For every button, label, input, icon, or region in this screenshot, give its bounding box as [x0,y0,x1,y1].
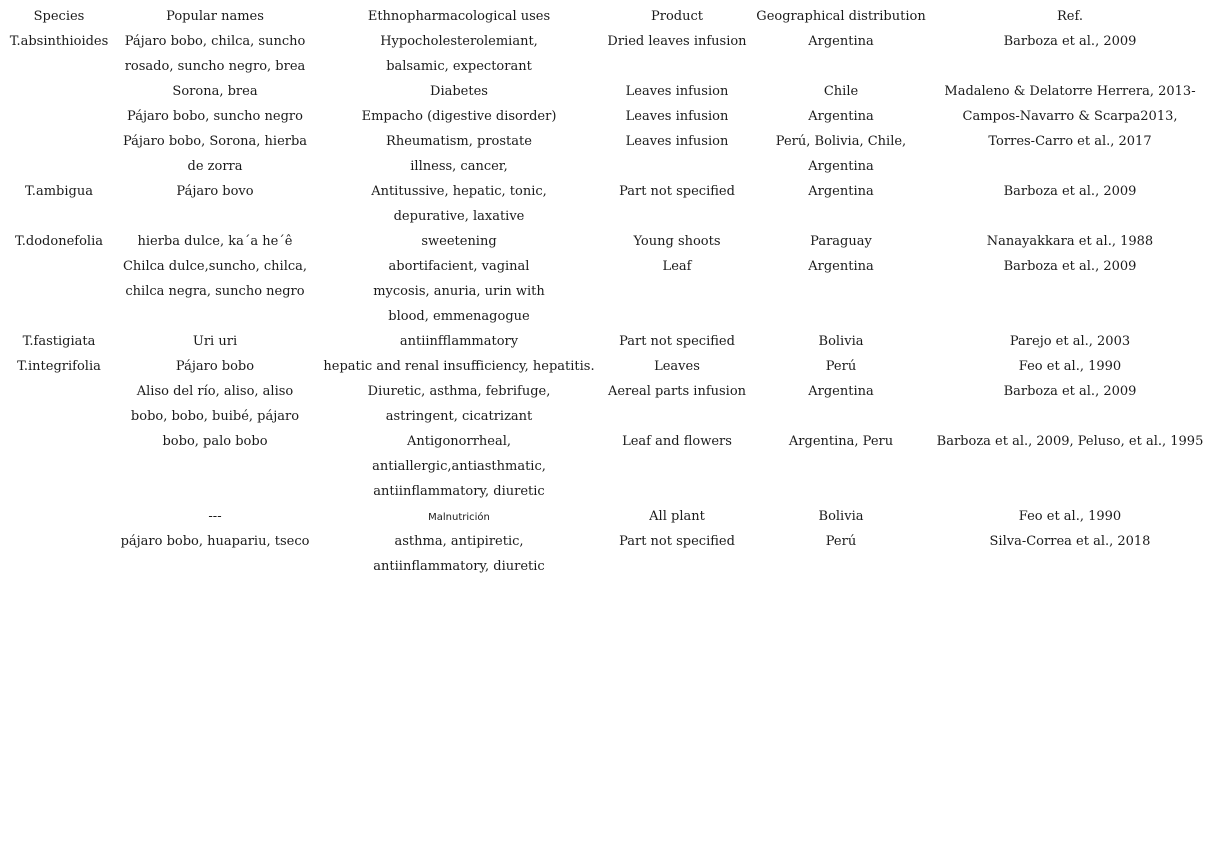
cell-uses: antiinflammatory, diuretic [373,484,545,499]
cell-popular: bobo, bobo, buibé, pájaro [130,409,300,424]
cell-product: Aereal parts infusion [607,384,747,399]
cell-uses: depurative, laxative [393,209,525,224]
cell-geo: Argentina, Peru [788,434,894,449]
column-header-product: Product [651,9,703,24]
cell-product: Part not specified [619,534,735,549]
cell-ref: Parejo et al., 2003 [1009,334,1131,349]
cell-product: Leaves [654,359,700,374]
cell-geo: Chile [823,84,859,99]
cell-ref: Torres-Carro et al., 2017 [988,134,1152,149]
cell-geo: Argentina [808,184,874,199]
cell-popular: Pájaro bobo [175,359,255,374]
cell-uses: balsamic, expectorant [386,59,532,74]
cell-product: Young shoots [633,234,721,249]
cell-product: All plant [649,509,705,524]
cell-geo: Bolivia [818,334,864,349]
cell-geo: Bolivia [818,509,864,524]
cell-popular: Aliso del río, aliso, aliso [136,384,294,399]
cell-uses: Empacho (digestive disorder) [361,109,557,124]
cell-popular: chilca negra, suncho negro [125,284,305,299]
cell-uses: antiallergic,antiasthmatic, [372,459,546,474]
cell-popular: Uri uri [192,334,238,349]
cell-geo: Perú, Bolivia, Chile, [775,134,907,149]
cell-species: T.dodonefolia [15,234,103,249]
cell-popular: hierba dulce, ka´a he´ê [137,234,293,249]
column-header-geo: Geographical distribution [756,9,926,24]
cell-product: Leaves infusion [625,134,729,149]
cell-ref: Madaleno & Delatorre Herrera, 2013- [944,84,1196,99]
cell-product: Leaf [662,259,692,274]
cell-uses: astringent, cicatrizant [385,409,533,424]
cell-ref: Silva-Correa et al., 2018 [989,534,1151,549]
cell-uses: Rheumatism, prostate [386,134,532,149]
cell-product: Leaves infusion [625,109,729,124]
cell-ref: Barboza et al., 2009 [1003,184,1137,199]
cell-uses: Hypocholesterolemiant, [380,34,538,49]
cell-uses: Diuretic, asthma, febrifuge, [367,384,551,399]
cell-uses: illness, cancer, [410,159,508,174]
cell-ref: Nanayakkara et al., 1988 [986,234,1154,249]
cell-ref: Barboza et al., 2009 [1003,384,1137,399]
cell-product: Dried leaves infusion [607,34,747,49]
cell-popular: Pájaro bovo [176,184,254,199]
cell-geo: Argentina [808,34,874,49]
cell-popular: --- [208,509,222,524]
cell-popular: Pájaro bobo, chilca, suncho [124,34,306,49]
cell-ref: Barboza et al., 2009 [1003,34,1137,49]
cell-ref: Barboza et al., 2009 [1003,259,1137,274]
cell-popular: rosado, suncho negro, brea [124,59,306,74]
cell-geo: Argentina [808,259,874,274]
cell-product: Leaves infusion [625,84,729,99]
cell-species: T.ambigua [25,184,93,199]
cell-uses: mycosis, anuria, urin with [373,284,545,299]
cell-uses: abortifacient, vaginal [388,259,530,274]
column-header-uses: Ethnopharmacological uses [367,9,551,24]
cell-ref: Campos-Navarro & Scarpa2013, [962,109,1178,124]
cell-popular: Sorona, brea [172,84,258,99]
cell-uses: hepatic and renal insufficiency, hepatitis. [323,359,595,374]
cell-popular: pájaro bobo, huapariu, tseco [120,534,310,549]
cell-popular: bobo, palo bobo [162,434,268,449]
cell-popular: Chilca dulce,suncho, chilca, [122,259,308,274]
cell-popular: Pájaro bobo, Sorona, hierba [122,134,308,149]
cell-popular: de zorra [187,159,243,174]
cell-geo: Perú [825,359,857,374]
cell-ref: Feo et al., 1990 [1018,509,1122,524]
cell-species: T.fastigiata [22,334,96,349]
cell-product: Part not specified [619,184,735,199]
cell-geo: Argentina [808,384,874,399]
cell-species: T.integrifolia [17,359,101,374]
cell-uses: sweetening [421,234,497,249]
column-header-popular: Popular names [166,9,264,24]
cell-uses: antiinflammatory, diuretic [373,559,545,574]
column-header-species: Species [33,9,85,24]
cell-uses: Malnutrición [428,512,490,523]
cell-uses: Antigonorrheal, [406,434,512,449]
cell-uses: antiinfflammatory [399,334,519,349]
cell-ref: Feo et al., 1990 [1018,359,1122,374]
cell-popular: Pájaro bobo, suncho negro [127,109,303,124]
column-header-ref: Ref. [1057,9,1083,24]
cell-uses: Antitussive, hepatic, tonic, [371,184,547,199]
cell-geo: Paraguay [810,234,872,249]
cell-geo: Perú [825,534,857,549]
cell-ref: Barboza et al., 2009, Peluso, et al., 1995 [936,434,1204,449]
cell-uses: Diabetes [430,84,488,99]
cell-product: Part not specified [619,334,735,349]
cell-uses: asthma, antipiretic, [394,534,524,549]
cell-species: T.absinthioides [9,34,109,49]
cell-geo: Argentina [808,159,874,174]
cell-geo: Argentina [808,109,874,124]
cell-product: Leaf and flowers [622,434,732,449]
cell-uses: blood, emmenagogue [388,309,530,324]
